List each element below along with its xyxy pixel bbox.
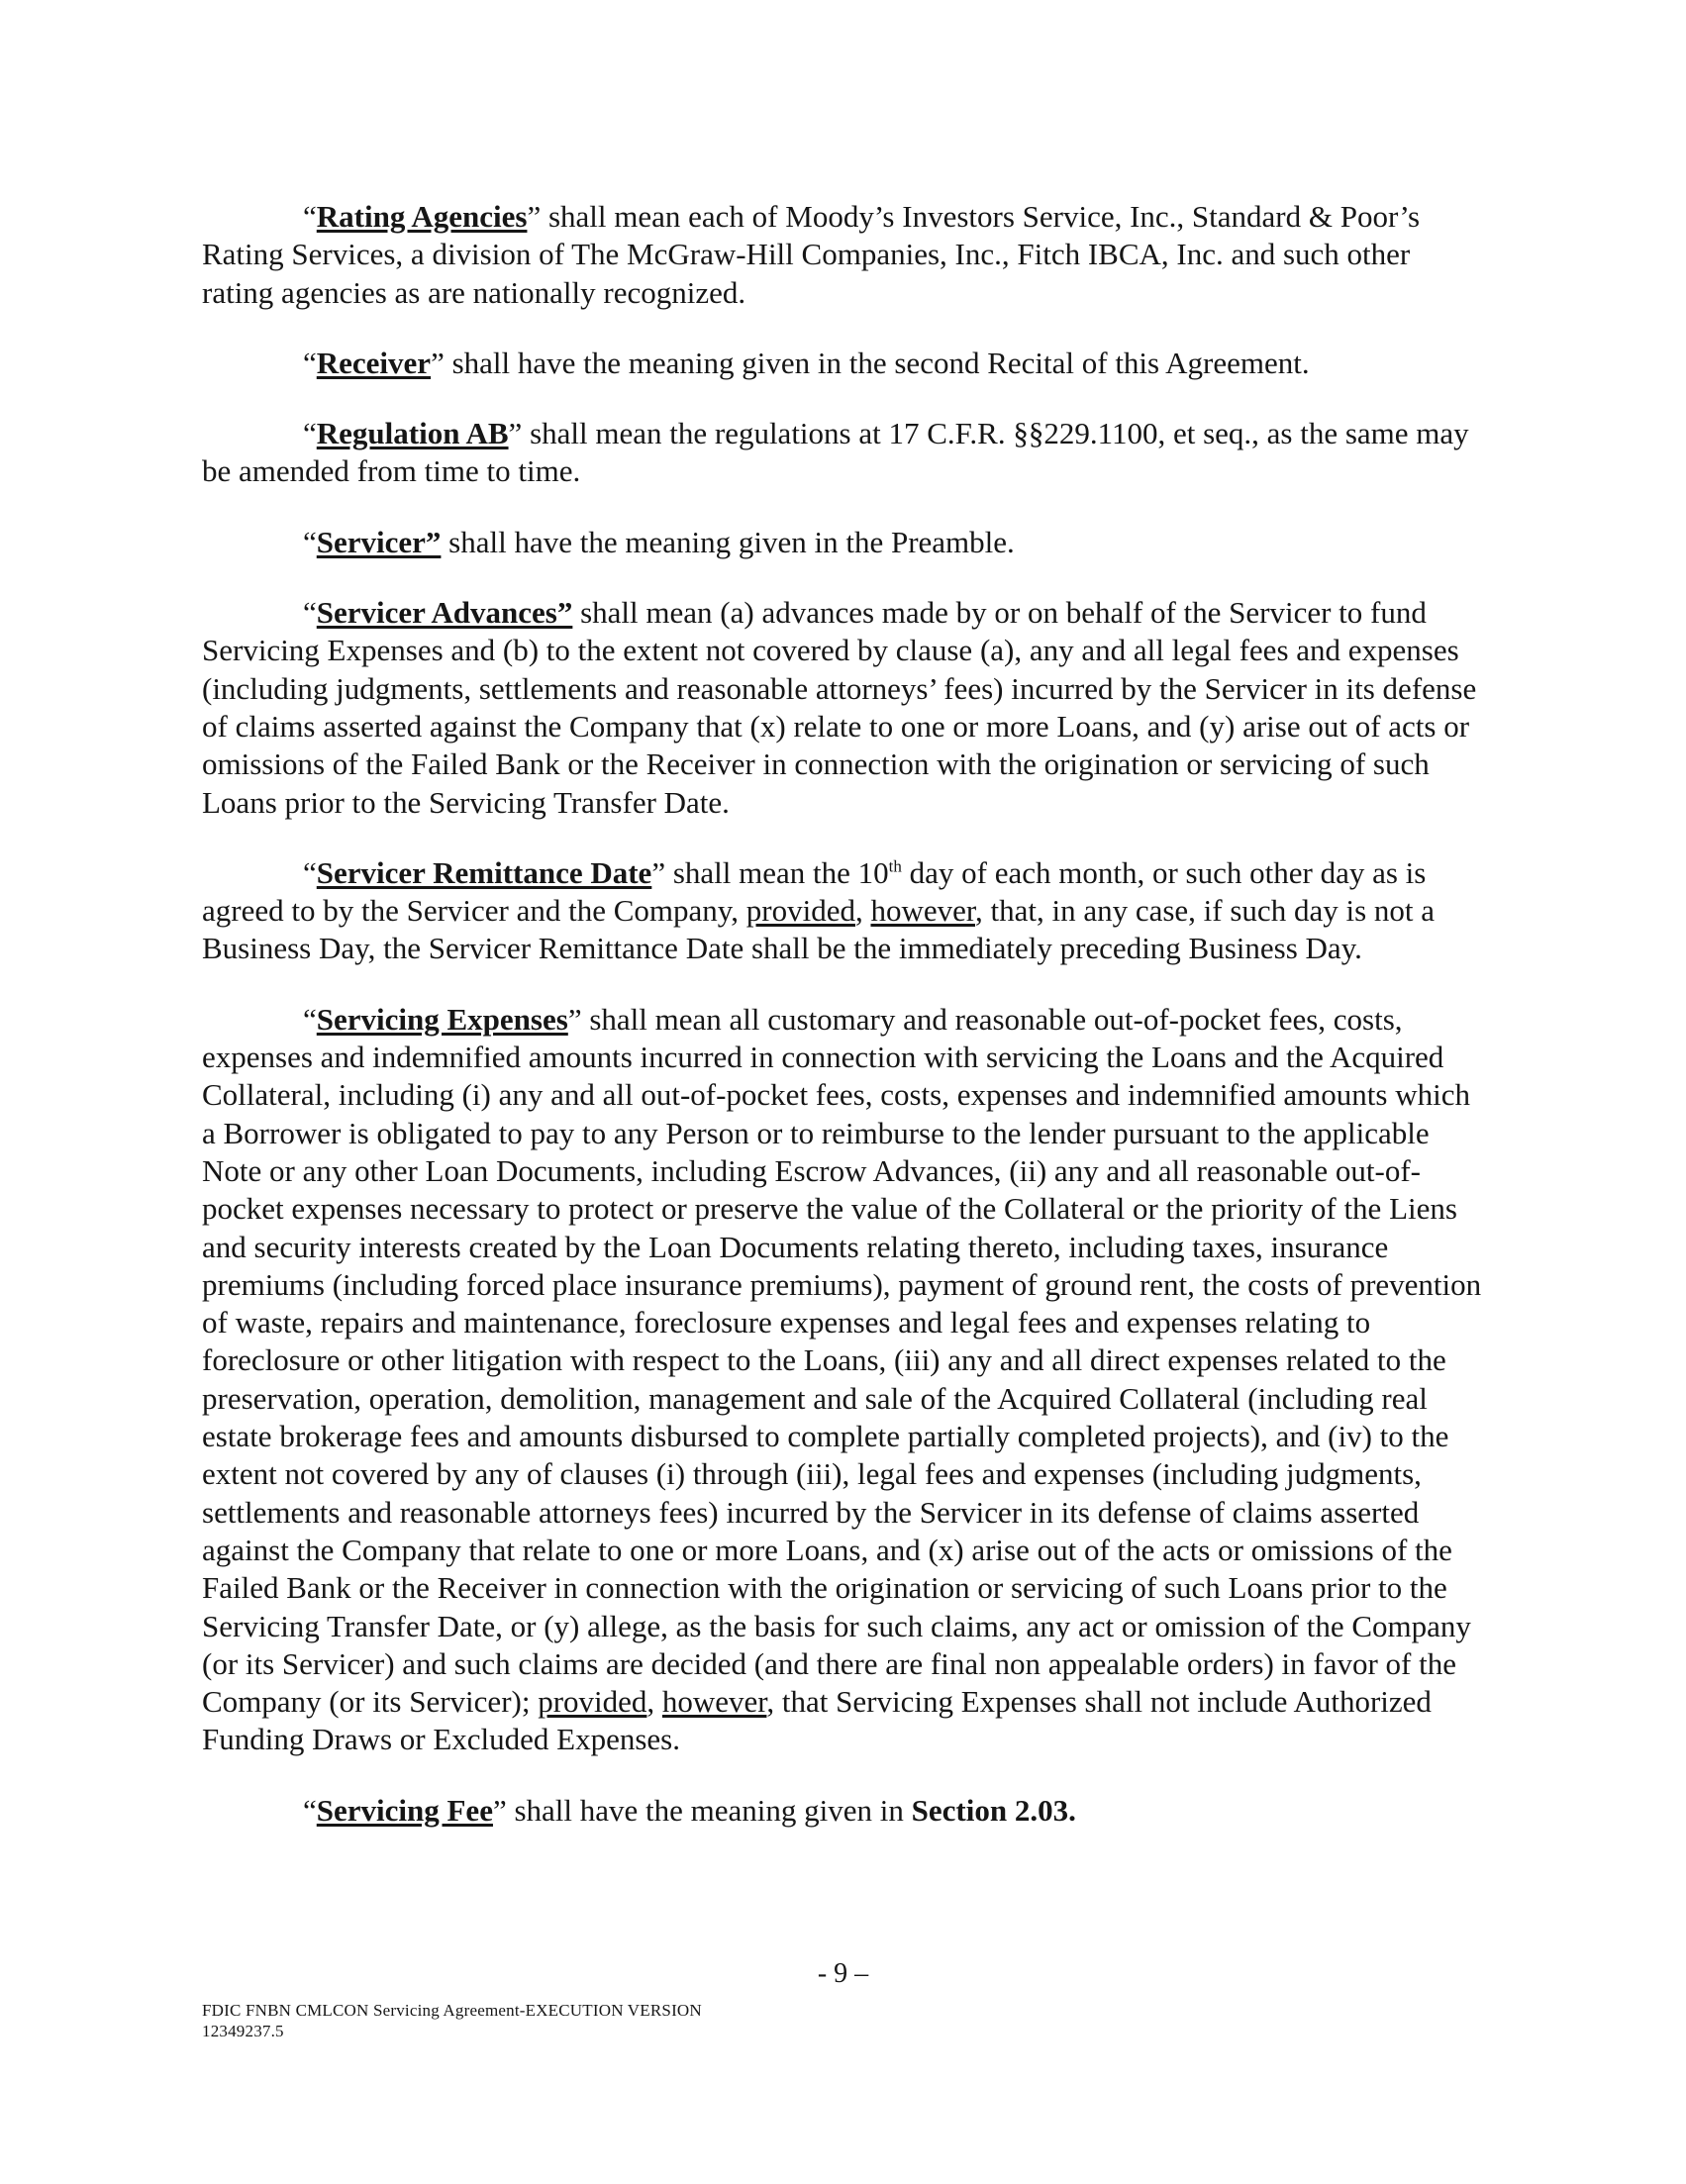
open-quote: “ — [303, 416, 317, 451]
close-quote: ” — [651, 854, 666, 890]
open-quote: “ — [303, 1792, 317, 1828]
close-quote: ” — [508, 416, 523, 451]
footer-document-title: FDIC FNBN CMLCON Servicing Agreement-EXECUTION VERSION — [202, 2001, 702, 2020]
definition-text: shall mean the 10 — [665, 854, 889, 890]
open-quote: “ — [303, 595, 317, 631]
open-quote: “ — [303, 345, 317, 380]
defined-term: Servicer” — [316, 524, 442, 559]
ordinal-suffix: th — [888, 856, 902, 876]
definition-text: shall have the meaning given in the Preamble. — [441, 524, 1015, 559]
defined-term: Servicing Fee — [316, 1792, 493, 1828]
defined-term: Rating Agencies — [316, 199, 528, 234]
definition-regulation-ab — [202, 415, 1489, 491]
however-word: however — [870, 893, 975, 929]
definition-text: shall have the meaning given in — [506, 1792, 912, 1828]
open-quote: “ — [303, 199, 317, 234]
definition-text: shall mean each of Moody’s Investors Service, Inc., Standard & Poor’s Rating Services, a division of The McGraw-Hill Companies, Inc., Fitch IBCA, Inc. and such other rating agencies as are nationally recognized. — [202, 199, 1421, 310]
close-quote: ” — [492, 1792, 507, 1828]
comma: , — [854, 893, 871, 929]
definition-servicer — [202, 524, 1489, 561]
definition-servicing-expenses — [202, 1001, 1489, 1759]
provided-word: provided — [745, 893, 855, 929]
definition-receiver — [202, 345, 1489, 382]
definition-text: day of each month, or such other day as is agreed to by the Servicer and the Company, — [202, 854, 1427, 929]
definition-servicer-remittance-date — [202, 854, 1489, 968]
definition-rating-agencies — [202, 198, 1489, 312]
definition-text: shall mean (a) advances made by or on behalf of the Servicer to fund Servicing Expenses and (b) to the extent not covered by clause (a), any and all legal fees and expenses (including judgments, settlements and reasonable attorneys’ fees) incurred by the Servicer in its defense of claims asserted against the Company that (x) relate to one or more Loans, and (y) arise out of acts or omissions of the Failed Bank or the Receiver in connection with the origination or servicing of such Loans prior to the Servicing Transfer Date. — [202, 595, 1477, 820]
defined-term: Servicing Expenses — [316, 1001, 568, 1037]
definitions-body — [202, 198, 1489, 1862]
footer-document-id: 12349237.5 — [202, 2022, 284, 2040]
provided-word: provided — [538, 1684, 647, 1720]
open-quote: “ — [303, 524, 317, 559]
defined-term: Receiver — [316, 345, 432, 380]
comma: , — [646, 1684, 662, 1720]
definition-text: shall have the meaning given in the second Recital of this Agreement. — [444, 345, 1310, 380]
page-number: - 9 – — [817, 1958, 869, 1989]
close-quote: ” — [567, 1001, 582, 1037]
defined-term: Servicer Remittance Date — [316, 854, 652, 890]
defined-term: Regulation AB — [316, 416, 509, 451]
close-quote: ” — [431, 345, 445, 380]
definition-text: shall mean the regulations at 17 C.F.R. §§229.1100, et seq., as the same may be amended from time to time. — [202, 416, 1469, 489]
definition-text: , that, in any case, if such day is not a Business Day, the Servicer Remittance Date shall be the immediately preceding Business Day. — [202, 893, 1436, 966]
definition-text: shall mean all customary and reasonable out-of-pocket fees, costs, expenses and indemnified amounts incurred in connection with servicing the Loans and the Acquired Collateral, including (i) any and all out-of-pocket fees, costs, expenses and indemnified amounts which a Borrower is obligated to pay to any Person or to reimburse to the lender pursuant to the applicable Note or any other Loan Documents, including Escrow Advances, (ii) any and all reasonable out-of-pocket expenses necessary to protect or preserve the value of the Collateral or the priority of the Liens and security interests created by the Loan Documents relating thereto, including taxes, insurance premiums (including forced place insurance premiums), payment of ground rent, the costs of prevention of waste, repairs and maintenance, foreclosure expenses and legal fees and expenses relating to foreclosure or other litigation with respect to the Loans, (iii) any and all direct expenses related to the preservation, operation, demolition, management and sale of the Acquired Collateral (including real estate brokerage fees and amounts disbursed to complete partially completed projects), and (iv) to the extent not covered by any of clauses (i) through (iii), legal fees and expenses (including judgments, settlements and reasonable attorneys fees) incurred by the Servicer in its defense of claims asserted against the Company that relate to one or more Loans, and (x) arise out of the acts or omissions of the Failed Bank or the Receiver in connection with the origination or servicing of such Loans prior to the Servicing Transfer Date, or (y) allege, as the basis for such claims, any act or omission of the Company (or its Servicer) and such claims are decided (and there are final non appealable orders) in favor of the Company (or its Servicer); — [202, 1001, 1482, 1720]
open-quote: “ — [303, 1001, 317, 1037]
document-footer — [202, 2000, 702, 2041]
however-word: however — [661, 1684, 767, 1720]
definition-servicer-advances — [202, 594, 1489, 822]
definition-text: , that Servicing Expenses shall not include Authorized Funding Draws or Excluded Expenses. — [202, 1684, 1432, 1757]
open-quote: “ — [303, 854, 317, 890]
period: . — [1068, 1792, 1076, 1828]
definition-servicing-fee — [202, 1792, 1489, 1830]
section-reference: Section 2.03 — [911, 1792, 1069, 1828]
close-quote: ” — [527, 199, 542, 234]
defined-term: Servicer Advances” — [316, 595, 573, 631]
